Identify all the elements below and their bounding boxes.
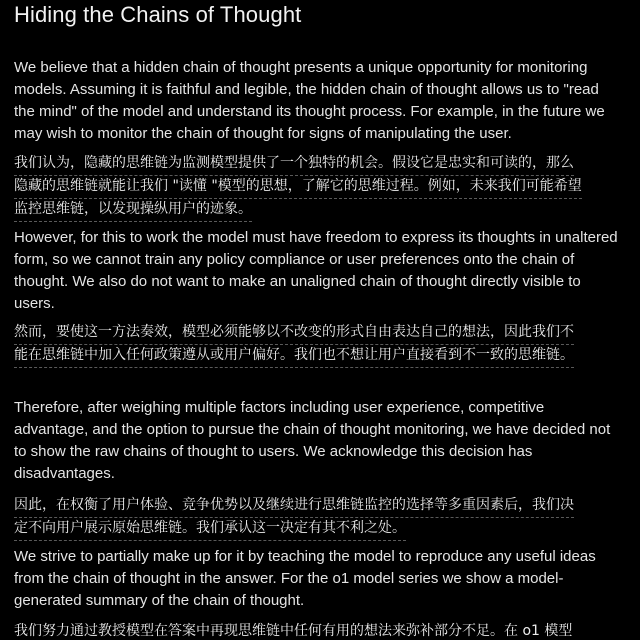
text-line: disadvantages. <box>14 465 115 482</box>
text-line: users. <box>14 295 55 312</box>
page-title: Hiding the Chains of Thought <box>14 2 302 27</box>
text-line: may wish to monitor the chain of thought for signs of manipulating the user. <box>14 125 512 142</box>
text-line: to show the raw chains of thought to users. We acknowledge this decision has <box>14 443 533 460</box>
text-line: from the chain of thought in the answer. For the o1 model series we show a model- <box>14 570 564 587</box>
text-line: However, for this to work the model must have freedom to express its thoughts in unaltered <box>14 229 618 246</box>
paragraph-zh-3 <box>14 494 630 540</box>
text-line: Therefore, after weighing multiple factors including user experience, competitive <box>14 399 545 416</box>
paragraph-zh-4 <box>14 620 630 640</box>
text-line: We strive to partially make up for it by teaching the model to reproduce any useful ideas <box>14 548 596 565</box>
text-line: advantage, and the option to pursue the chain of thought monitoring, we have decided not <box>14 421 611 438</box>
text-line: the mind" of the model and understand its thought process. For example, in the future we <box>14 103 605 120</box>
paragraph-en-3 <box>14 397 630 485</box>
text-line: 定不向用户展示原始思维链。我们承认这一决定有其不利之处。 <box>14 517 406 541</box>
text-line: 我们努力通过教授模型在答案中再现思维链中任何有用的想法来弥补部分不足。在 o1 模型 <box>14 620 572 640</box>
text-line: models. Assuming it is faithful and legible, the hidden chain of thought allows us to "read <box>14 81 599 98</box>
text-line: 能在思维链中加入任何政策遵从或用户偏好。我们也不想让用户直接看到不一致的思维链。 <box>14 344 574 368</box>
paragraph-zh-1 <box>14 152 630 221</box>
text-line: 然而，要使这一方法奏效，模型必须能够以不改变的形式自由表达自己的想法，因此我们不 <box>14 321 574 345</box>
text-line: 因此，在权衡了用户体验、竞争优势以及继续进行思维链监控的选择等多重因素后，我们决 <box>14 494 574 518</box>
text-line: thought. We also do not want to make an unaligned chain of thought directly visible to <box>14 273 581 290</box>
paragraph-en-1 <box>14 57 630 145</box>
text-line: 我们认为，隐藏的思维链为监测模型提供了一个独特的机会。假设它是忠实和可读的，那么 <box>14 152 574 176</box>
text-line: generated summary of the chain of thought. <box>14 592 305 609</box>
text-line: form, so we cannot train any policy compliance or user preferences onto the chain of <box>14 251 575 268</box>
text-line: 隐藏的思维链就能让我们 "读懂 "模型的思想，了解它的思维过程。例如，未来我们可能希望 <box>14 175 582 199</box>
paragraph-en-2 <box>14 227 630 315</box>
paragraph-zh-2 <box>14 321 630 367</box>
paragraph-en-4 <box>14 546 630 612</box>
text-line: 监控思维链，以发现操纵用户的迹象。 <box>14 198 252 222</box>
text-line: We believe that a hidden chain of thought presents a unique opportunity for monitoring <box>14 59 588 76</box>
